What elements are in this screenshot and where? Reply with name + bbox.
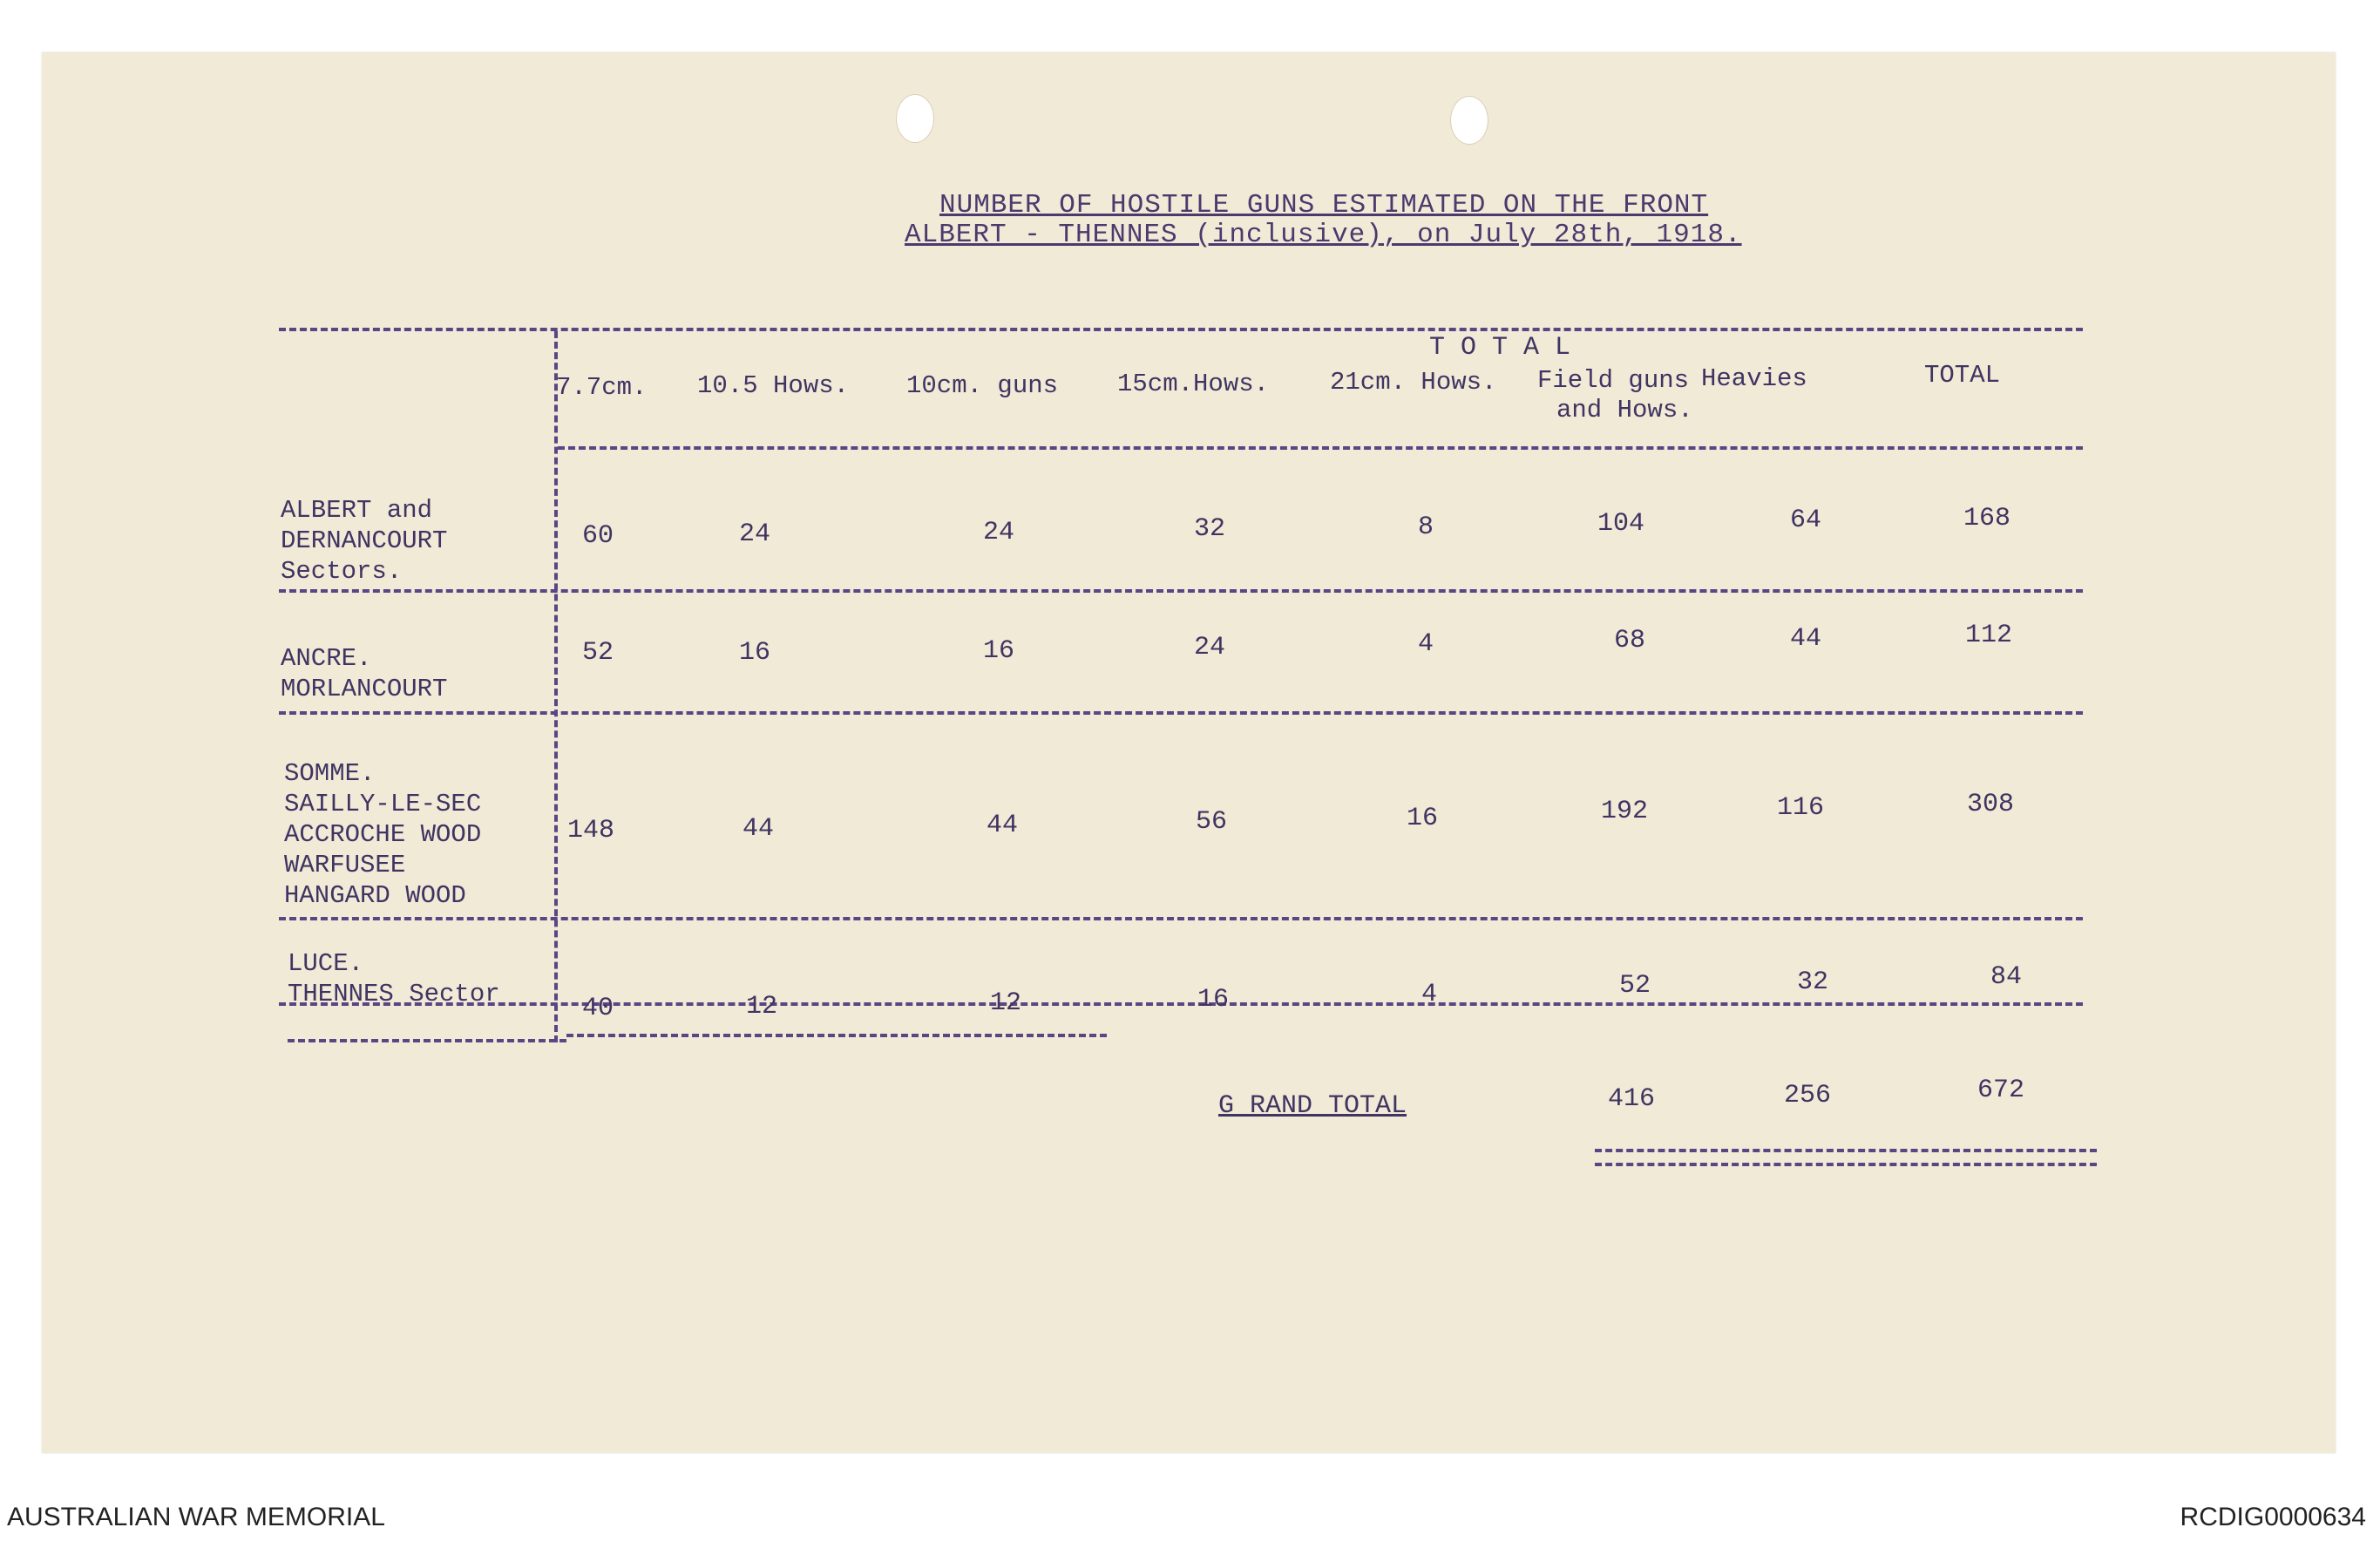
table-cell: 12: [989, 988, 1021, 1018]
table-rule-vertical: [554, 331, 558, 1042]
table-cell: 44: [986, 811, 1018, 840]
table-cell: 12: [745, 992, 777, 1022]
col-header-21cm-hows: 21cm. Hows.: [1330, 368, 1497, 397]
table-rule-row3: [279, 917, 2083, 920]
col-header-field-guns-sub: and Hows.: [1556, 396, 1693, 424]
document-title-line1: NUMBER OF HOSTILE GUNS ESTIMATED ON THE FRONT: [939, 190, 1709, 221]
table-cell: 64: [1789, 506, 1821, 535]
col-header-field-guns: Field guns: [1537, 366, 1690, 395]
table-cell: 308: [1966, 790, 2014, 819]
grand-total-heavies: 256: [1783, 1081, 1831, 1110]
table-cell: 44: [742, 814, 774, 844]
row-label-ancre: ANCRE. MORLANCOURT: [281, 644, 448, 703]
grand-total-rule-1: [1595, 1149, 2097, 1152]
document-title-line2: ALBERT - THENNES (inclusive), on July 28th, 1918.: [905, 220, 1742, 250]
table-cell: 104: [1597, 509, 1644, 539]
table-cell: 16: [1406, 804, 1438, 833]
table-cell: 44: [1789, 624, 1821, 654]
table-cell: 60: [581, 521, 614, 551]
table-cell: 148: [566, 816, 614, 845]
table-cell: 4: [1421, 980, 1437, 1009]
col-header-10cm-guns: 10cm. guns: [906, 371, 1059, 400]
table-cell: 16: [738, 638, 770, 668]
grand-total-rule-2: [1595, 1163, 2097, 1166]
table-cell: 16: [1197, 985, 1229, 1015]
document-page: [42, 52, 2336, 1453]
row-label-somme: SOMME. SAILLY-LE-SEC ACCROCHE WOOD WARFUSEE HANGARD WOOD: [284, 759, 482, 910]
table-rule-bottom-left: [288, 1039, 566, 1042]
table-cell: 52: [1618, 971, 1651, 1001]
table-cell: 168: [1963, 504, 2010, 533]
grand-total-field-guns: 416: [1607, 1084, 1655, 1114]
table-cell: 192: [1600, 797, 1648, 826]
row-label-albert: ALBERT and DERNANCOURT Sectors.: [281, 496, 448, 586]
col-header-10-5-hows: 10.5 Hows.: [697, 371, 850, 400]
grand-total-overall: 672: [1977, 1076, 2024, 1105]
table-cell: 16: [982, 636, 1014, 666]
table-cell: 112: [1964, 621, 2012, 650]
table-rule-row2: [279, 711, 2083, 715]
table-rule-row1: [279, 589, 2083, 593]
table-cell: 56: [1195, 807, 1227, 837]
table-cell: 24: [1193, 633, 1225, 662]
table-cell: 40: [581, 994, 614, 1023]
footer-record-id: RCDIG0000634: [2180, 1503, 2366, 1531]
table-rule-bottom-mid: [566, 1034, 1107, 1037]
col-header-15cm-hows: 15cm.Hows.: [1117, 370, 1270, 398]
table-cell: 8: [1417, 513, 1434, 542]
table-rule-top: [279, 328, 2083, 331]
grand-total-label: G RAND TOTAL: [1218, 1091, 1407, 1121]
punch-hole-right: [1450, 96, 1488, 145]
table-cell: 24: [982, 518, 1014, 547]
table-rule-header: [558, 446, 2083, 450]
footer-archive-name: AUSTRALIAN WAR MEMORIAL: [7, 1503, 385, 1531]
col-header-heavies: Heavies: [1701, 364, 1807, 393]
table-cell: 4: [1417, 629, 1434, 659]
table-cell: 116: [1776, 793, 1824, 823]
table-cell: 52: [581, 638, 614, 668]
table-cell: 68: [1613, 626, 1645, 655]
table-cell: 84: [1990, 962, 2022, 992]
table-cell: 32: [1796, 967, 1828, 997]
punch-hole-left: [896, 94, 934, 143]
row-label-luce: LUCE. THENNES Sector: [288, 949, 500, 1008]
group-header-total: T O T A L: [1429, 333, 1571, 363]
col-header-total: TOTAL: [1924, 361, 2001, 390]
col-header-7-7cm: 7.7cm.: [556, 373, 648, 402]
table-cell: 32: [1193, 514, 1225, 544]
table-cell: 24: [738, 519, 770, 549]
